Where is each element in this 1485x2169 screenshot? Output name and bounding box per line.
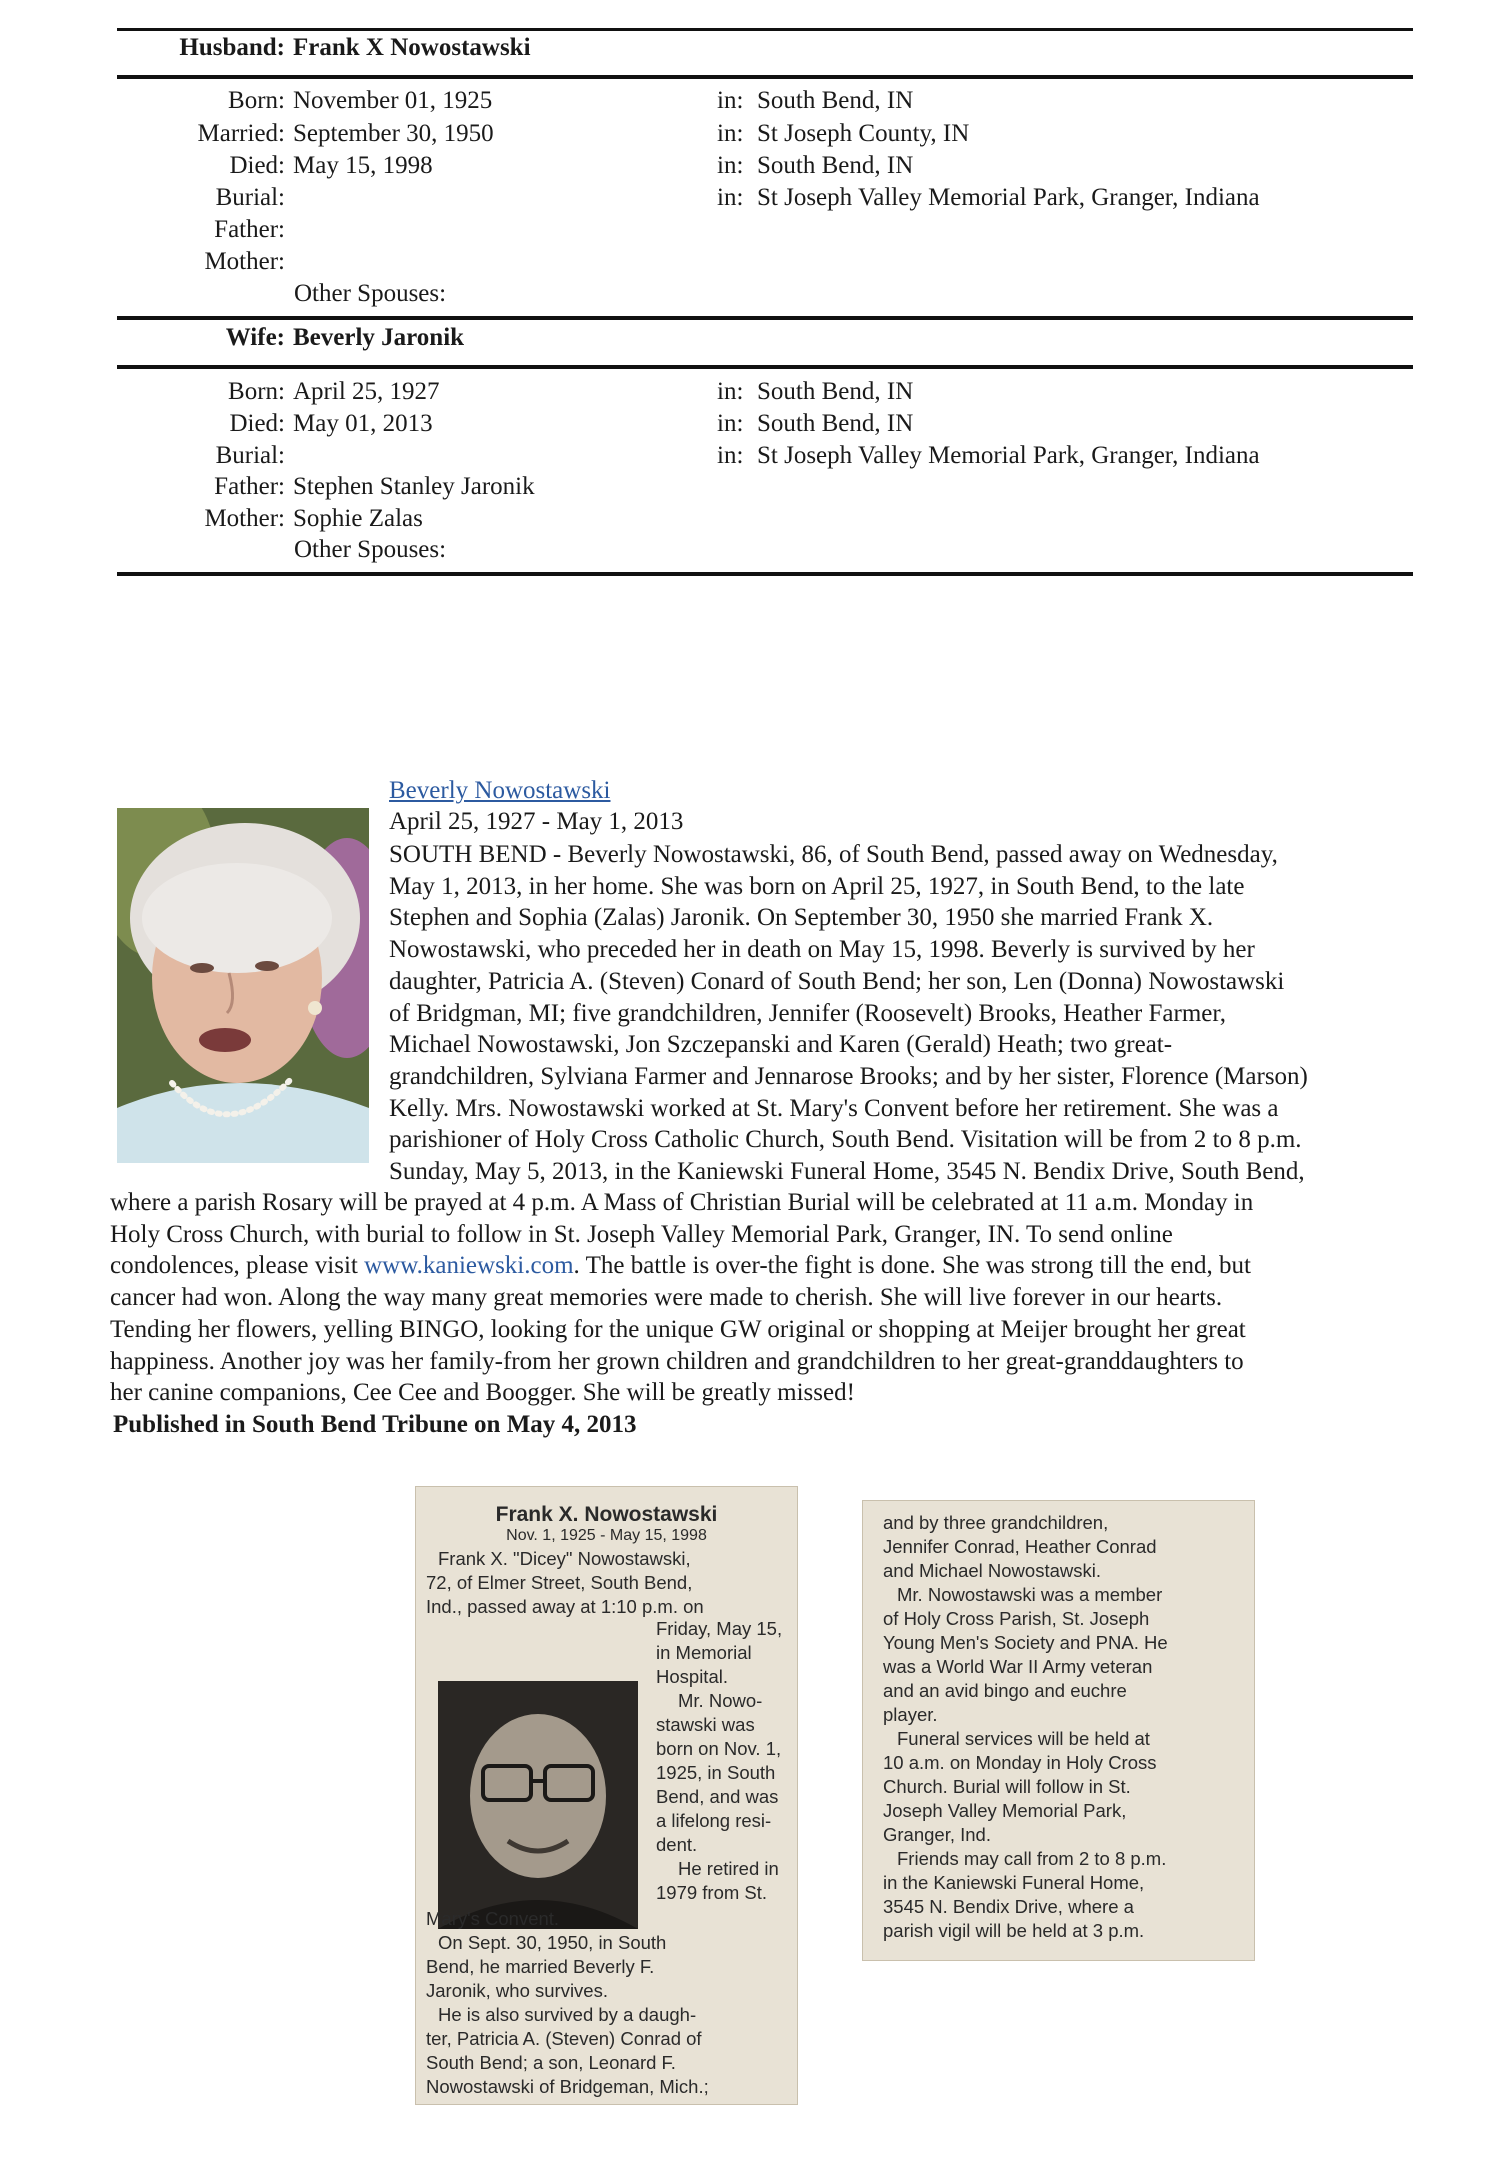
clip-line: On Sept. 30, 1950, in South [438, 1932, 667, 1953]
obituary-text-full [110, 1187, 1420, 1409]
clip2-line: Joseph Valley Memorial Park, [883, 1800, 1127, 1821]
clipping-portrait-illustration [438, 1681, 638, 1929]
clip-line: 72, of Elmer Street, South Bend, [426, 1572, 693, 1593]
wife-header [117, 324, 717, 352]
wife-rule [117, 365, 1413, 369]
wife-other-spouses: Other Spouses: [294, 536, 447, 563]
frank-portrait-photo [438, 1681, 638, 1929]
fact-in-label: in: [717, 152, 744, 179]
clip2-line: Friends may call from 2 to 8 p.m. [897, 1848, 1167, 1869]
clip2-line: Jennifer Conrad, Heather Conrad [883, 1536, 1157, 1557]
clip2-line: Funeral services will be held at [897, 1728, 1150, 1749]
wife-name: Beverly Jaronik [293, 324, 465, 351]
clip-side-line: Friday, May 15, [656, 1618, 783, 1639]
bottom-rule [117, 572, 1413, 576]
husband-born-row [117, 84, 1417, 117]
fact-label: Died: [229, 152, 285, 179]
obit-line: happiness. Another joy was her family-from her grown children and grandchildren to her great-granddaughters to [110, 1347, 1244, 1375]
clip2-line: 10 a.m. on Monday in Holy Cross [883, 1752, 1157, 1773]
clipping-dates: Nov. 1, 1925 - May 15, 1998 [506, 1527, 707, 1544]
clip-side-line: stawski was [656, 1714, 755, 1735]
husband-other-spouses: Other Spouses: [294, 280, 447, 307]
obit-line: of Bridgman, MI; five grandchildren, Jennifer (Roosevelt) Brooks, Heather Farmer, [389, 999, 1226, 1027]
husband-rule [117, 75, 1413, 79]
wife-died-row [117, 407, 1417, 440]
obit-line: grandchildren, Sylviana Farmer and Jennarose Brooks; and by her sister, Florence (Marson) [389, 1062, 1308, 1090]
obit-line: where a parish Rosary will be prayed at 4 p.m. A Mass of Christian Burial will be celebrated at 11 a.m. Monday in [110, 1189, 1254, 1216]
fact-value: April 25, 1927 [293, 378, 440, 405]
clip-line: He is also survived by a daugh- [438, 2004, 697, 2025]
obit-line: daughter, Patricia A. (Steven) Conard of South Bend; her son, Len (Donna) Nowostawski [389, 967, 1285, 995]
fact-label: Born: [228, 87, 285, 114]
fact-place: South Bend, IN [757, 378, 914, 405]
clip2-line: Church. Burial will follow in St. [883, 1776, 1131, 1797]
portrait-illustration [117, 808, 369, 1163]
top-rule [117, 28, 1413, 31]
clip2-line: of Holy Cross Parish, St. Joseph [883, 1608, 1150, 1629]
clip-line: Nowostawski of Bridgeman, Mich.; [426, 2076, 709, 2097]
obit-line: parishioner of Holy Cross Catholic Church, South Bend. Visitation will be from 2 to 8 p.m. [389, 1126, 1302, 1154]
clip-side-line: 1925, in South [656, 1762, 776, 1783]
fact-value: September 30, 1950 [293, 120, 494, 147]
clip-side-line: He retired in [678, 1858, 779, 1879]
clip-line: Mary's Convent. [426, 1908, 560, 1929]
husband-married-row [117, 117, 1417, 150]
obit-line: her canine companions, Cee Cee and Boogger. She will be greatly missed! [110, 1379, 855, 1407]
obituary-dates: April 25, 1927 - May 1, 2013 [389, 808, 684, 835]
fact-value: May 01, 2013 [293, 410, 433, 437]
clip-side-line: born on Nov. 1, [656, 1738, 782, 1759]
fact-label: Mother: [204, 505, 285, 532]
obit-line: Kelly. Mrs. Nowostawski worked at St. Mary's Convent before her retirement. She was a [389, 1094, 1279, 1122]
obit-line: cancer had won. Along the way many great memories were made to cherish. She will live forever in our hearts. [110, 1284, 1223, 1312]
clip2-line: 3545 N. Bendix Drive, where a [883, 1896, 1134, 1917]
fact-value: Stephen Stanley Jaronik [293, 473, 535, 500]
husband-label: Husband: [179, 34, 285, 61]
obit-fragment: . The battle is over-the fight is done. She was strong till the end, but [573, 1252, 1251, 1280]
clip-side-line: in Memorial [656, 1642, 752, 1663]
newspaper-clipping-2 [862, 1500, 1255, 1961]
obit-line: Nowostawski, who preceded her in death on May 15, 1998. Beverly is survived by her [389, 936, 1255, 964]
clip-line: Jaronik, who survives. [426, 1980, 608, 2001]
fact-place: South Bend, IN [757, 87, 914, 114]
fact-in-label: in: [717, 410, 744, 437]
newspaper-clipping-1 [415, 1486, 798, 2105]
obituary-name-link[interactable]: Beverly Nowostawski [389, 777, 611, 804]
fact-label: Born: [228, 378, 285, 405]
obit-line: Sunday, May 5, 2013, in the Kaniewski Funeral Home, 3545 N. Bendix Drive, South Bend, [389, 1158, 1305, 1186]
clip-line: Bend, he married Beverly F. [426, 1956, 655, 1977]
wife-father-row [117, 470, 1417, 503]
fact-label: Burial: [215, 184, 285, 211]
fact-label: Mother: [204, 248, 285, 275]
wife-top-rule [117, 316, 1413, 320]
fact-label: Father: [214, 216, 285, 243]
clip2-line: and Michael Nowostawski. [883, 1560, 1101, 1581]
clip2-line: player. [883, 1704, 938, 1725]
wife-label: Wife: [225, 324, 285, 351]
wife-born-row [117, 375, 1417, 408]
wife-burial-row [117, 439, 1417, 472]
obit-line-with-link [110, 1250, 1420, 1282]
fact-place: South Bend, IN [757, 152, 914, 179]
fact-place: St Joseph County, IN [757, 120, 970, 147]
clip-side-line: a lifelong resi- [656, 1810, 772, 1831]
clip-side-line: dent. [656, 1834, 698, 1855]
obituary-text-wrapped [389, 839, 1413, 1188]
published-line: Published in South Bend Tribune on May 4, 2013 [113, 1411, 637, 1438]
fact-in-label: in: [717, 87, 744, 114]
fact-label: Died: [229, 410, 285, 437]
fact-in-label: in: [717, 184, 744, 211]
husband-died-row [117, 149, 1417, 182]
fact-label: Married: [197, 120, 285, 147]
obit-line: Stephen and Sophia (Zalas) Jaronik. On September 30, 1950 she married Frank X. [389, 904, 1214, 932]
clip-line: ter, Patricia A. (Steven) Conrad of [426, 2028, 702, 2049]
fact-in-label: in: [717, 442, 744, 469]
husband-father-row [117, 213, 1417, 246]
clip2-line: and an avid bingo and euchre [883, 1680, 1127, 1701]
clip2-line: Granger, Ind. [883, 1824, 991, 1845]
fact-place: St Joseph Valley Memorial Park, Granger, Indiana [757, 442, 1260, 469]
clip-side-line: Bend, and was [656, 1786, 779, 1807]
clip2-line: parish vigil will be held at 3 p.m. [883, 1920, 1145, 1941]
fact-value: Sophie Zalas [293, 505, 423, 532]
clip-side-line: 1979 from St. [656, 1882, 768, 1903]
clipping-title: Frank X. Nowostawski [495, 1503, 718, 1526]
clip2-line: and by three grandchildren, [883, 1512, 1109, 1533]
fact-value: November 01, 1925 [293, 87, 493, 114]
wife-mother-row [117, 502, 1417, 535]
clip2-line: was a World War II Army veteran [883, 1656, 1153, 1677]
fact-value: May 15, 1998 [293, 152, 433, 179]
fact-label: Father: [214, 473, 285, 500]
clip-line: Frank X. "Dicey" Nowostawski, [438, 1548, 691, 1569]
fact-place: St Joseph Valley Memorial Park, Granger, Indiana [757, 184, 1260, 211]
husband-name: Frank X Nowostawski [293, 34, 531, 61]
obit-line: May 1, 2013, in her home. She was born on April 25, 1927, in South Bend, to the late [389, 872, 1245, 900]
clip2-line: in the Kaniewski Funeral Home, [883, 1872, 1145, 1893]
kaniewski-link[interactable]: www.kaniewski.com [364, 1252, 574, 1280]
clip-line: South Bend; a son, Leonard F. [426, 2052, 676, 2073]
fact-in-label: in: [717, 378, 744, 405]
obit-line: Tending her flowers, yelling BINGO, looking for the unique GW original or shopping at Meijer brought her great [110, 1315, 1246, 1343]
clip-side-line: Hospital. [656, 1666, 728, 1687]
obit-fragment: condolences, please visit [110, 1252, 365, 1280]
obit-line: Holy Cross Church, with burial to follow in St. Joseph Valley Memorial Park, Granger, IN. To send online [110, 1220, 1173, 1248]
clip-side-line: Mr. Nowo- [678, 1690, 763, 1711]
fact-label: Burial: [215, 442, 285, 469]
fact-in-label: in: [717, 120, 744, 147]
obit-line: SOUTH BEND - Beverly Nowostawski, 86, of South Bend, passed away on Wednesday, [389, 841, 1278, 868]
fact-place: South Bend, IN [757, 410, 914, 437]
clip-line: Ind., passed away at 1:10 p.m. on [426, 1596, 704, 1617]
clip2-line: Young Men's Society and PNA. He [883, 1632, 1168, 1653]
beverly-portrait-photo [117, 808, 369, 1163]
clip2-line: Mr. Nowostawski was a member [897, 1584, 1163, 1605]
obit-line: Michael Nowostawski, Jon Szczepanski and Karen (Gerald) Heath; two great- [389, 1031, 1173, 1059]
husband-mother-row [117, 245, 1417, 278]
husband-burial-row [117, 181, 1417, 214]
husband-header [117, 34, 717, 62]
